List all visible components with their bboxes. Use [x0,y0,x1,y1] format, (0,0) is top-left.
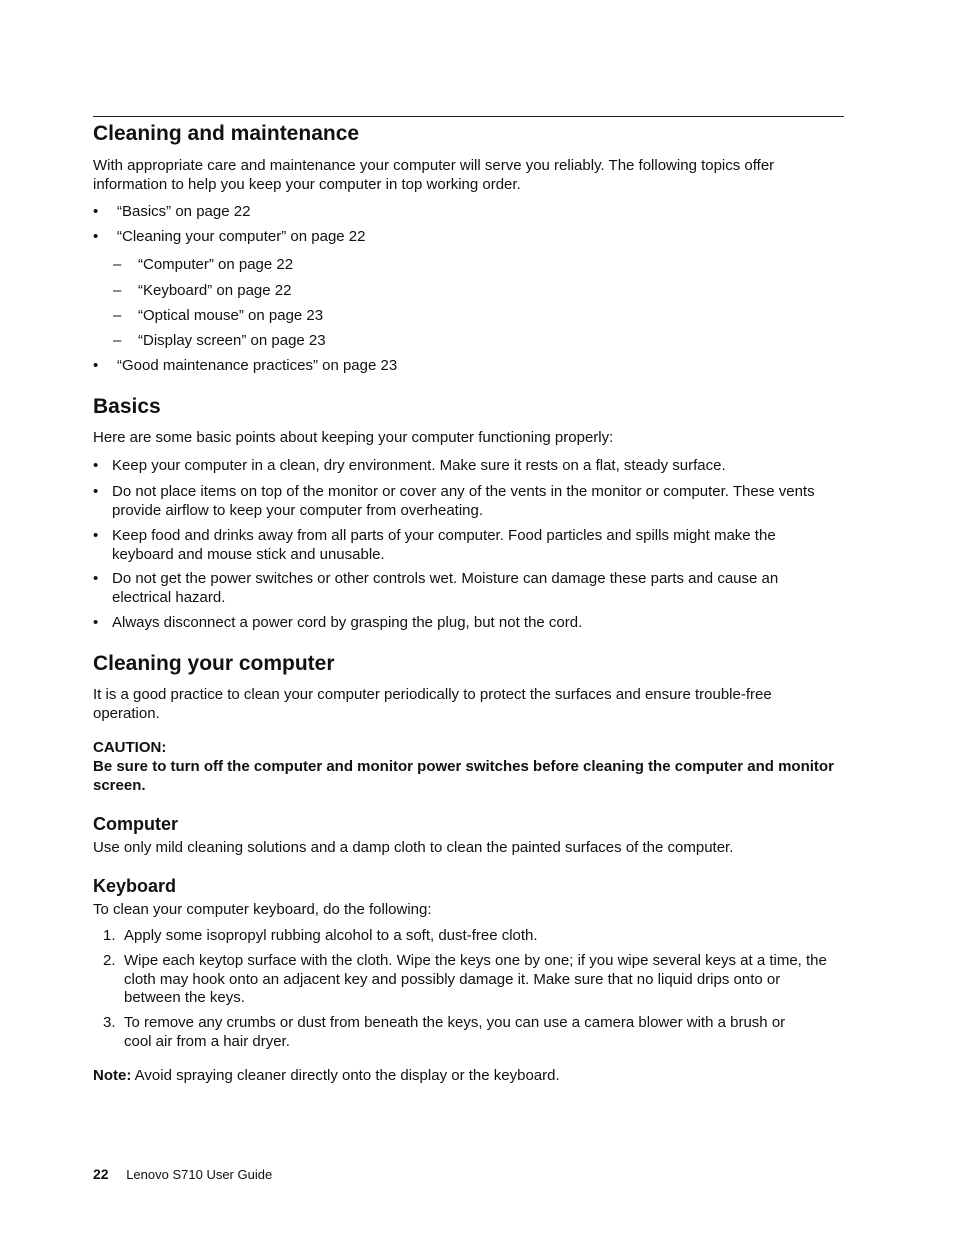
step-text: To remove any crumbs or dust from beneath the keys, you can use a camera blower with a brush or cool air from a hair dryer. [124,1014,786,1050]
bullet-marker: • [93,228,99,245]
note-text: Avoid spraying cleaner directly onto the display or the keyboard. [134,1067,560,1084]
bullet-marker: • [93,457,99,474]
list-item-text: Do not get the power switches or other controls wet. Moisture can damage these parts and cause an electrical hazard. [112,570,779,606]
list-item [93,527,838,564]
list-item-text: Do not place items on top of the monitor or cover any of the vents in the monitor or computer. These vents provide airflow to keep your computer from overheating. [112,483,815,519]
dash-marker: – [113,332,122,349]
note [93,1067,838,1086]
sublist-item-link[interactable]: “Display screen” on page 23 [138,332,326,349]
list-item-text: Keep food and drinks away from all parts of your computer. Food particles and spills might make the keyboard and mouse stick and unusable. [112,527,776,563]
list-item-text: Keep your computer in a clean, dry environment. Make sure it rests on a flat, steady surface. [112,457,726,474]
step-text: Apply some isopropyl rubbing alcohol to a soft, dust-free cloth. [124,927,538,944]
numbered-step [93,1014,838,1051]
dash-marker: – [113,256,122,273]
section-intro: It is a good practice to clean your computer periodically to protect the surfaces and ensure trouble-free operation. [93,686,772,722]
bullet-marker: • [93,614,99,631]
note-label: Note: [93,1067,132,1084]
list-item-link[interactable]: “Good maintenance practices” on page 23 [117,357,398,374]
page-number: 22 [93,1166,109,1182]
list-item[interactable] [93,203,838,222]
dash-marker: – [113,282,122,299]
computer-text: Use only mild cleaning solutions and a damp cloth to clean the painted surfaces of the computer. [93,839,734,856]
subsection-title-keyboard: Keyboard [93,876,177,896]
list-item[interactable] [93,357,838,376]
sublist-item-link[interactable]: “Computer” on page 22 [138,256,294,273]
list-item [93,614,838,633]
section-title-cleaning-maintenance: Cleaning and maintenance [93,122,360,145]
bullet-marker: • [93,203,99,220]
section-title-basics: Basics [93,395,161,418]
sublist-item-link[interactable]: “Optical mouse” on page 23 [138,307,324,324]
section-title-cleaning-computer: Cleaning your computer [93,652,335,675]
list-item [93,457,838,476]
list-item [93,483,838,520]
dash-marker: – [113,307,122,324]
bullet-marker: • [93,527,99,544]
list-item [93,570,838,607]
list-item-text: Always disconnect a power cord by grasping the plug, but not the cord. [112,614,583,631]
list-item-link[interactable]: “Cleaning your computer” on page 22 [117,228,366,245]
list-item[interactable] [93,228,838,247]
bullet-marker: • [93,357,99,374]
bullet-marker: • [93,483,99,500]
step-number: 1. [103,927,116,944]
sublist-item[interactable] [93,332,838,351]
bullet-marker: • [93,570,99,587]
section-intro: With appropriate care and maintenance your computer will serve you reliably. The following topics offer information to help you keep your computer in top working order. [93,157,775,193]
caution-label: CAUTION: [93,739,167,756]
numbered-step [93,952,838,1008]
sublist-item-link[interactable]: “Keyboard” on page 22 [138,282,292,299]
keyboard-intro: To clean your computer keyboard, do the following: [93,901,432,918]
caution-text: Be sure to turn off the computer and monitor power switches before cleaning the computer and monitor screen. [93,758,834,794]
list-item-link[interactable]: “Basics” on page 22 [117,203,251,220]
numbered-step [93,927,838,946]
sublist-item[interactable] [93,256,838,275]
step-number: 2. [103,952,116,969]
step-number: 3. [103,1014,116,1031]
sublist-item[interactable] [93,282,838,301]
step-text: Wipe each keytop surface with the cloth. Wipe the keys one by one; if you wipe several keys at a time, the cloth may hook onto an adjacent key and possibly damage it. Make sure that no liquid drips onto or between the keys. [124,952,827,1006]
guide-title: Lenovo S710 User Guide [126,1167,273,1182]
sublist-item[interactable] [93,307,838,326]
subsection-title-computer: Computer [93,814,178,834]
section-intro: Here are some basic points about keeping your computer functioning properly: [93,429,614,446]
page-footer [93,1166,272,1182]
top-rule [93,116,844,117]
